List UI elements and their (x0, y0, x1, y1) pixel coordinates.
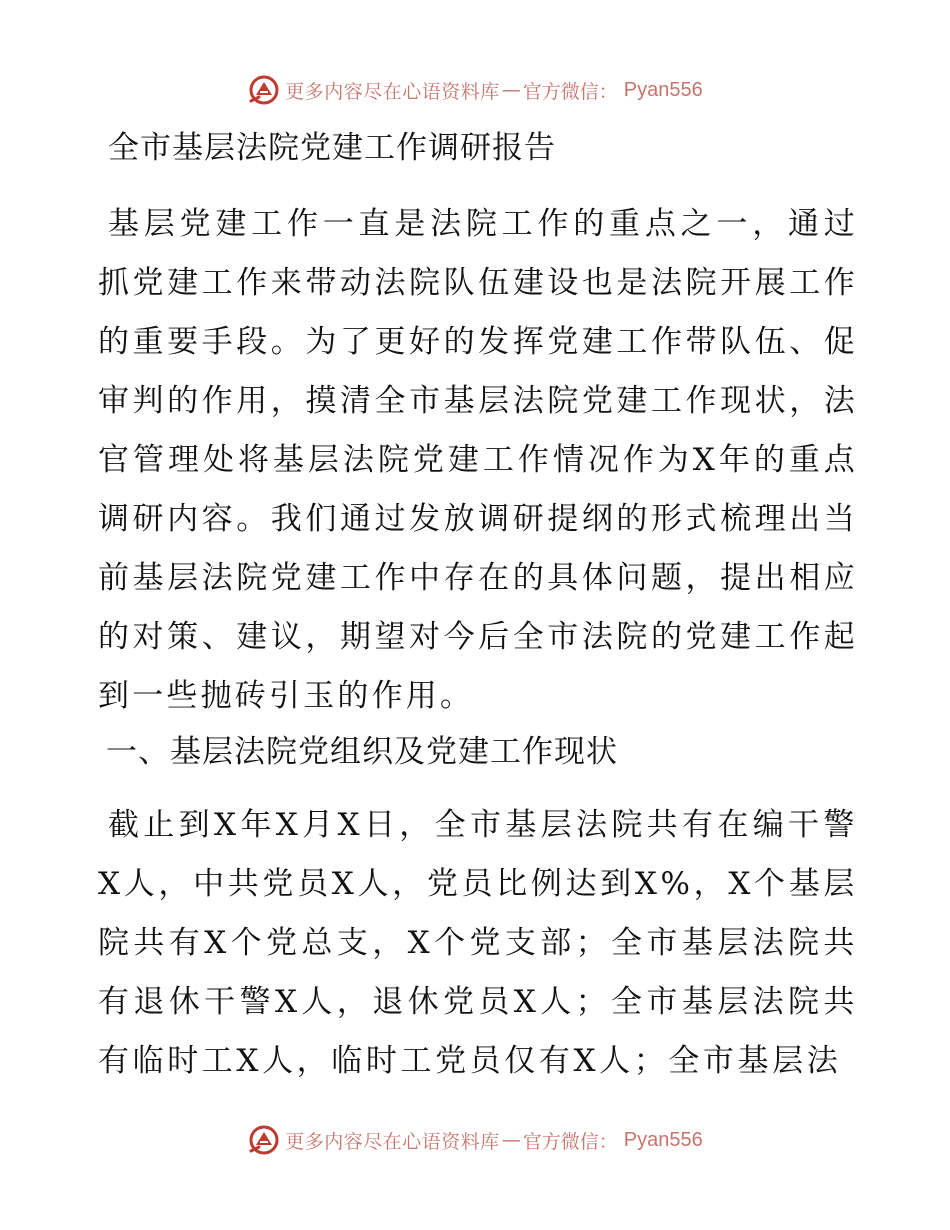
brand-logo-icon (247, 73, 281, 107)
wechat-label: 官方微信： (522, 1130, 618, 1153)
watermark-text: 更多内容尽在心语资料库 (285, 80, 500, 103)
section-heading: 一、基层法院党组织及党建工作现状 (106, 734, 618, 770)
wechat-label: 官方微信： (522, 80, 618, 103)
status-paragraph: 截止到X年X月X日，全市基层法院共有在编干警X人，中共党员X人，党员比例达到X%，X个基层院共有X个党总支，X个党支部；全市基层法院共有退休干警X人，退休党员X人；全市基层法院共有临时工X人，临时工党员仅有X人；全市基层法 (98, 807, 858, 1079)
wechat-id: Pyan556 (623, 1128, 703, 1151)
intro-paragraph: 基层党建工作一直是法院工作的重点之一，通过抓党建工作来带动法院队伍建设也是法院开展工作的重要手段。为了更好的发挥党建工作带队伍、促审判的作用，摸清全市基层法院党建工作现状，法官管理处将基层法院党建工作情况作为X年的重点调研内容。我们通过发放调研提纲的形式梳理出当前基层法院党建工作中存在的具体问题，提出相应的对策、建议，期望对今后全市法院的党建工作起到一些抛砖引玉的作用。 (98, 206, 858, 714)
document-body (98, 124, 858, 1091)
watermark-separator: — (501, 1129, 521, 1151)
document-title: 全市基层法院党建工作调研报告 (108, 130, 556, 166)
header-watermark (0, 70, 950, 110)
watermark-text: 更多内容尽在心语资料库 (285, 1130, 500, 1153)
footer-watermark (0, 1120, 950, 1160)
brand-logo-icon (247, 1123, 281, 1157)
watermark-separator: — (501, 79, 521, 101)
wechat-id: Pyan556 (623, 78, 703, 101)
